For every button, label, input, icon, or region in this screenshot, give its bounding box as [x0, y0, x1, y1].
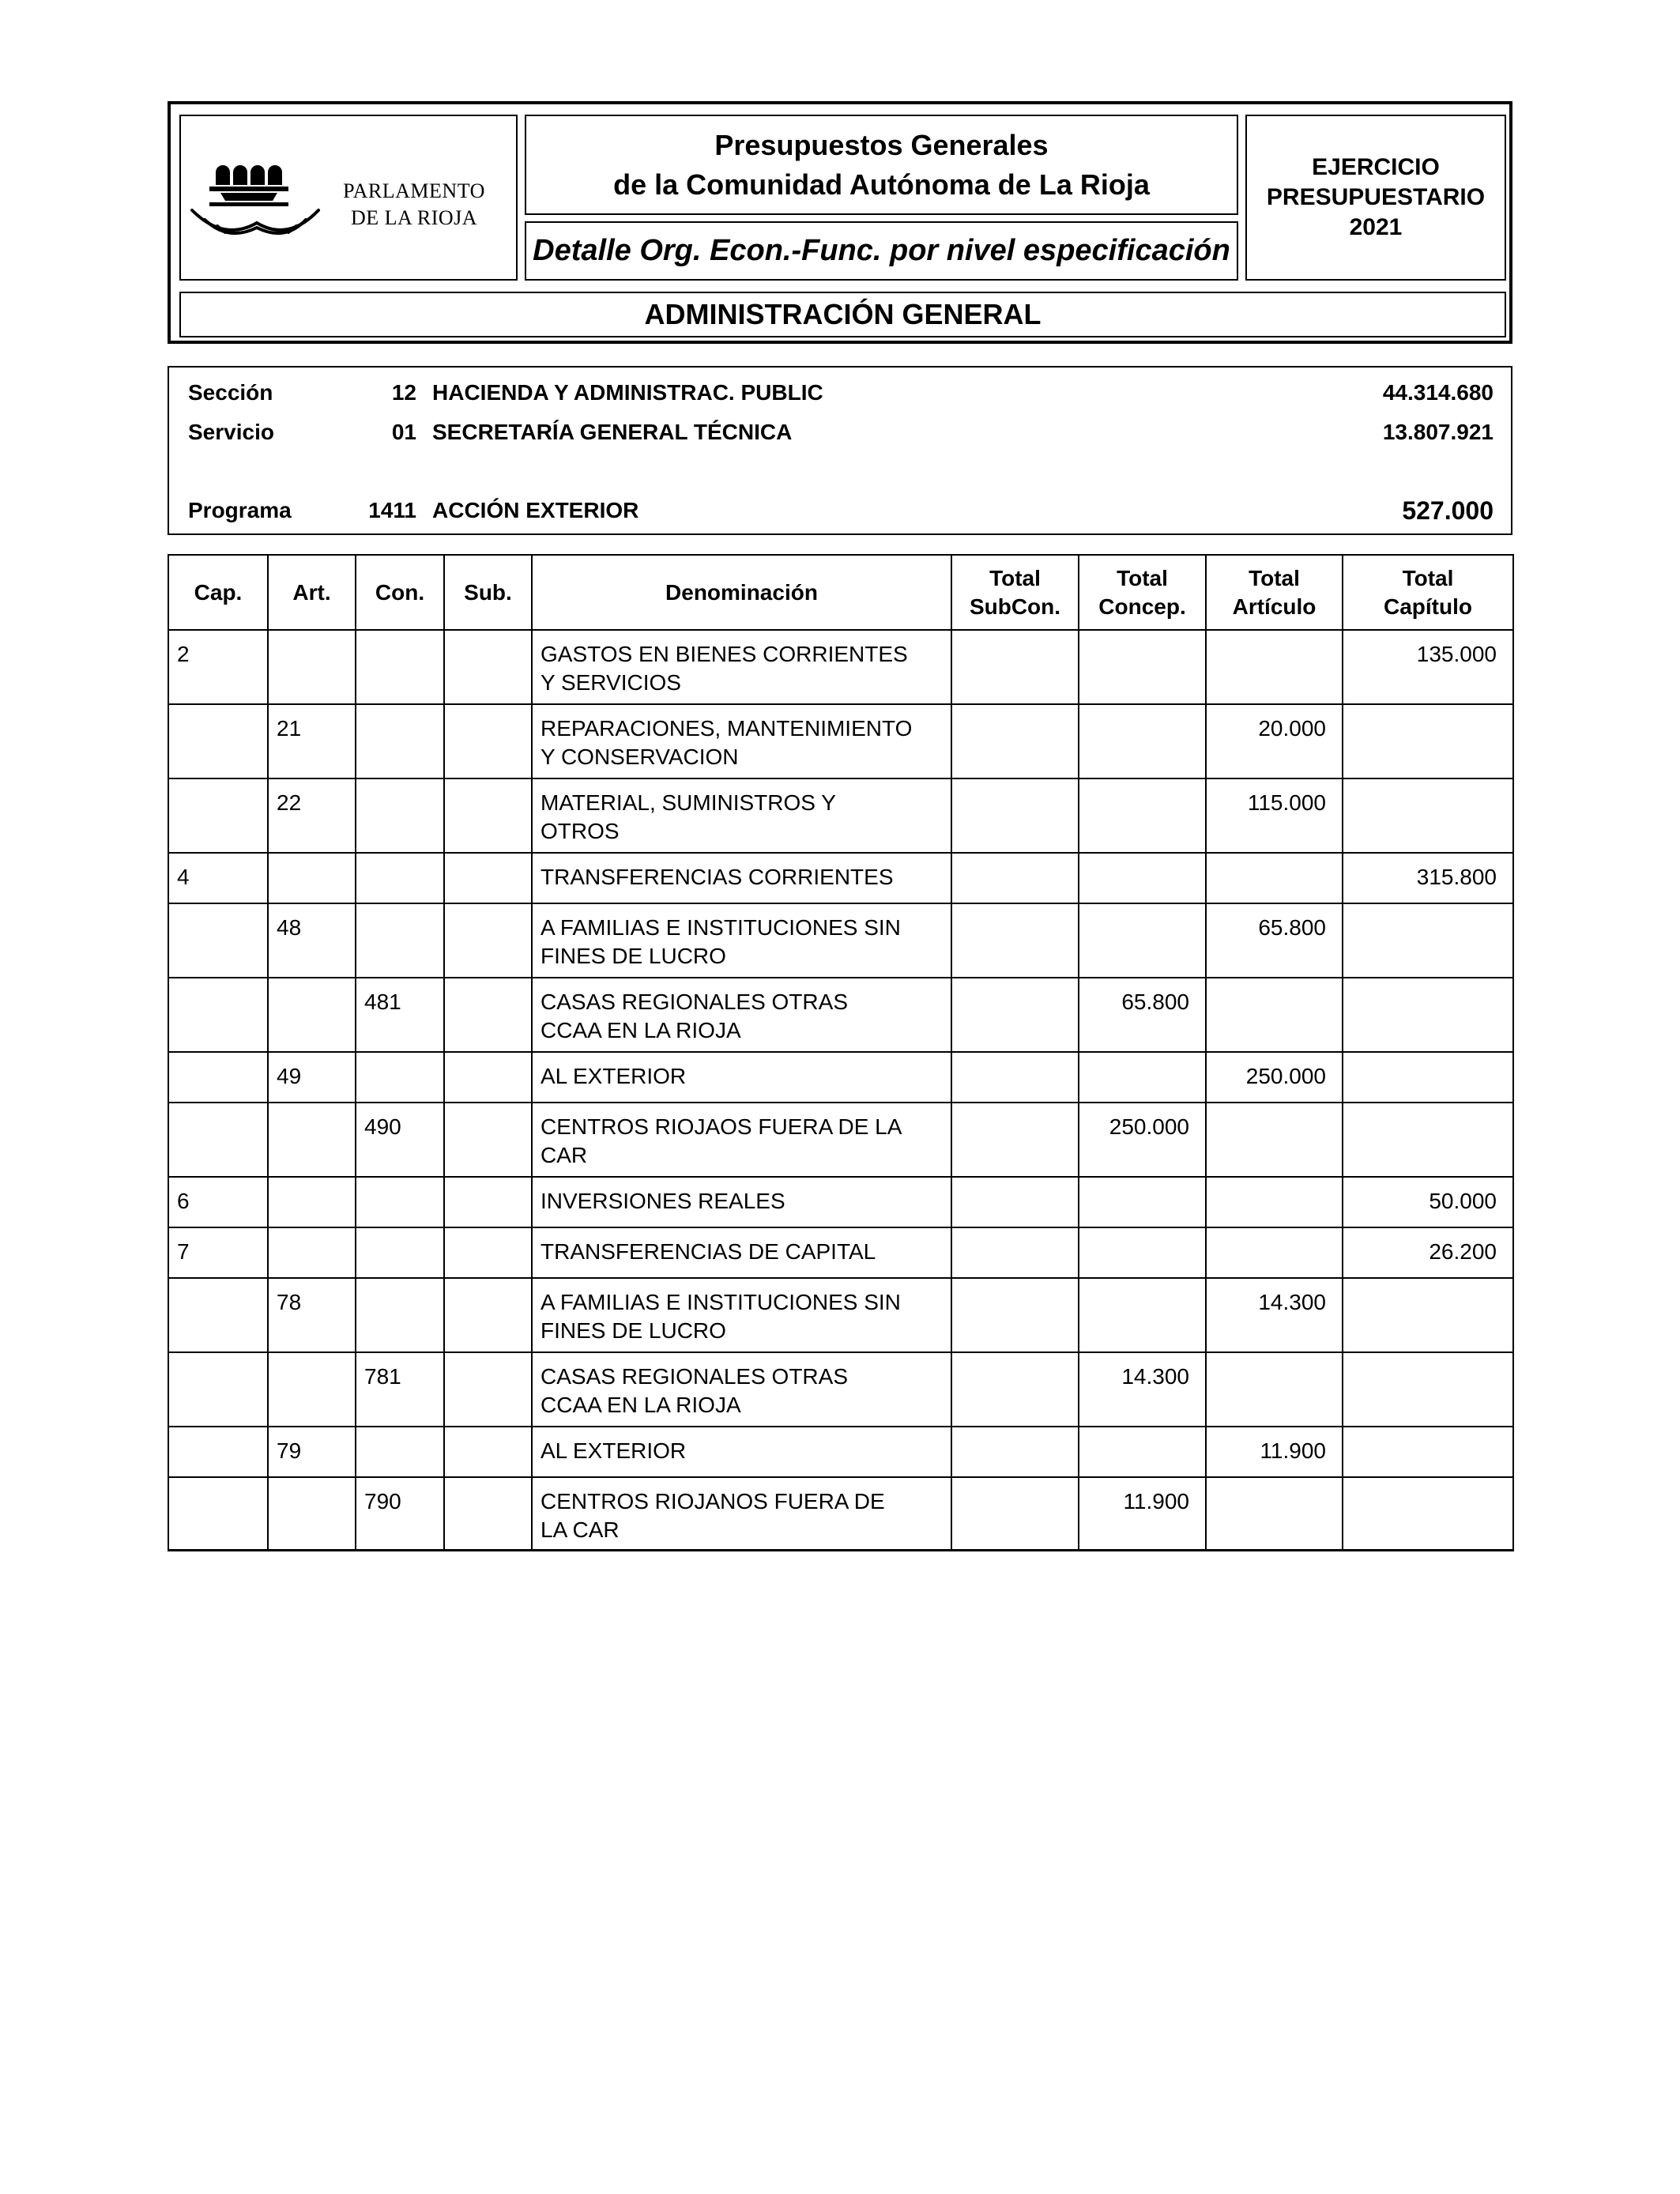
cell-capitulo: [1343, 903, 1513, 978]
cell-con: 481: [356, 978, 444, 1052]
denominacion-line: MATERIAL, SUMINISTROS Y: [541, 790, 836, 815]
cell-con: [356, 853, 444, 903]
denominacion-line: CENTROS RIOJANOS FUERA DE: [541, 1489, 885, 1514]
cell-capitulo: [1343, 1103, 1513, 1177]
table-row: [168, 704, 1513, 778]
programa-code: 1411: [368, 498, 416, 522]
cell-sub: [444, 978, 532, 1052]
cell-con: [356, 903, 444, 978]
cell-capitulo: 26.200: [1343, 1227, 1513, 1278]
header-total-subcon: [951, 555, 1079, 630]
cell-art: [268, 1352, 356, 1427]
cell-subcon: [951, 704, 1079, 778]
cell-concep: 14.300: [1079, 1352, 1206, 1427]
denominacion-line: A FAMILIAS E INSTITUCIONES SIN: [541, 1290, 901, 1314]
denominacion-line: OTROS: [541, 819, 620, 843]
denominacion-line: TRANSFERENCIAS CORRIENTES: [541, 865, 894, 889]
servicio-amount: 13.807.921: [1382, 420, 1494, 444]
cell-articulo: [1206, 1352, 1343, 1427]
denominacion-line: Y SERVICIOS: [541, 670, 681, 695]
cell-cap: [168, 978, 268, 1052]
table-body: [168, 630, 1513, 1551]
header-total-concep: [1079, 555, 1206, 630]
cell-articulo: 20.000: [1206, 704, 1343, 778]
cell-cap: [168, 1352, 268, 1427]
table-row: [168, 978, 1513, 1052]
header-art: Art.: [268, 555, 356, 630]
cell-denom: [532, 1227, 951, 1278]
header-cap: Cap.: [168, 555, 268, 630]
table-row: [168, 778, 1513, 853]
cell-subcon: [951, 853, 1079, 903]
cell-cap: [168, 1278, 268, 1352]
servicio-code: 01: [391, 420, 416, 444]
cell-concep: 65.800: [1079, 978, 1206, 1052]
cell-capitulo: [1343, 1352, 1513, 1427]
cell-articulo: [1206, 1227, 1343, 1278]
cell-subcon: [951, 630, 1079, 704]
fiscal-year-line-1: EJERCICIO: [1312, 154, 1440, 180]
header-total-subcon-line-2: SubCon.: [969, 594, 1061, 619]
cell-denom: [532, 778, 951, 853]
header-total-articulo: [1206, 555, 1343, 630]
cell-subcon: [951, 1227, 1079, 1278]
cell-concep: [1079, 903, 1206, 978]
cell-denom: [532, 903, 951, 978]
cell-subcon: [951, 1177, 1079, 1227]
cell-art: [268, 978, 356, 1052]
cell-concep: 11.900: [1079, 1477, 1206, 1551]
header-sub: Sub.: [444, 555, 532, 630]
cell-sub: [444, 1177, 532, 1227]
table-row: [168, 1427, 1513, 1477]
cell-cap: [168, 778, 268, 853]
fiscal-year-box: [1245, 115, 1506, 281]
cell-subcon: [951, 978, 1079, 1052]
cell-art: 21: [268, 704, 356, 778]
cell-articulo: [1206, 1103, 1343, 1177]
cell-capitulo: 50.000: [1343, 1177, 1513, 1227]
programa-row: [169, 498, 1511, 530]
cell-concep: [1079, 778, 1206, 853]
cell-denom: [532, 1278, 951, 1352]
table-row: [168, 1278, 1513, 1352]
denominacion-line: TRANSFERENCIAS DE CAPITAL: [541, 1239, 876, 1264]
header-total-capitulo-line-2: Capítulo: [1384, 594, 1472, 619]
denominacion-line: FINES DE LUCRO: [541, 1318, 726, 1343]
fiscal-year-line-2: PRESUPUESTARIO: [1266, 184, 1486, 210]
cell-con: [356, 630, 444, 704]
header-total-subcon-line-1: Total: [989, 565, 1041, 590]
programa-amount: 527.000: [1402, 496, 1494, 525]
header-total-capitulo: [1343, 555, 1513, 630]
cell-cap: 2: [168, 630, 268, 704]
cell-articulo: [1206, 853, 1343, 903]
logo-box: [179, 115, 518, 281]
cell-denom: [532, 1103, 951, 1177]
cell-subcon: [951, 1477, 1079, 1551]
cell-sub: [444, 1227, 532, 1278]
programa-label: Programa: [188, 498, 292, 522]
denominacion-line: REPARACIONES, MANTENIMIENTO: [541, 716, 913, 741]
denominacion-line: CCAA EN LA RIOJA: [541, 1018, 741, 1042]
cell-denom: [532, 1052, 951, 1103]
cell-concep: [1079, 630, 1206, 704]
cell-articulo: [1206, 1477, 1343, 1551]
cell-con: [356, 1227, 444, 1278]
denominacion-line: LA CAR: [541, 1517, 620, 1542]
denominacion-line: AL EXTERIOR: [541, 1064, 687, 1088]
table-row: [168, 1177, 1513, 1227]
cell-capitulo: 135.000: [1343, 630, 1513, 704]
cell-concep: [1079, 1052, 1206, 1103]
cell-sub: [444, 1052, 532, 1103]
cell-concep: [1079, 1278, 1206, 1352]
seccion-code: 12: [391, 380, 416, 405]
cell-subcon: [951, 1103, 1079, 1177]
cell-articulo: 11.900: [1206, 1427, 1343, 1477]
cell-denom: [532, 1427, 951, 1477]
cell-art: [268, 853, 356, 903]
document-title-line-2: de la Comunidad Autónoma de La Rioja: [613, 168, 1150, 201]
table-header-row: [168, 555, 1513, 630]
cell-denom: [532, 630, 951, 704]
cell-sub: [444, 853, 532, 903]
table-row: [168, 1352, 1513, 1427]
cell-sub: [444, 1427, 532, 1477]
cell-art: [268, 1477, 356, 1551]
cell-cap: 6: [168, 1177, 268, 1227]
cell-capitulo: [1343, 1477, 1513, 1551]
cell-denom: [532, 1177, 951, 1227]
programa-name: ACCIÓN EXTERIOR: [432, 498, 639, 522]
cell-capitulo: [1343, 704, 1513, 778]
cell-concep: 250.000: [1079, 1103, 1206, 1177]
denominacion-line: CENTROS RIOJAOS FUERA DE LA: [541, 1114, 902, 1139]
cell-con: [356, 1052, 444, 1103]
table-row: [168, 630, 1513, 704]
cell-denom: [532, 978, 951, 1052]
logo-text-line-1: PARLAMENTO: [343, 179, 485, 202]
document-subtitle: Detalle Org. Econ.-Func. por nivel especificación: [533, 234, 1230, 267]
section-title-box: [179, 292, 1506, 337]
cell-con: [356, 1427, 444, 1477]
cell-articulo: [1206, 978, 1343, 1052]
header-total-capitulo-line-1: Total: [1402, 565, 1454, 590]
cell-art: [268, 1177, 356, 1227]
table-row: [168, 1103, 1513, 1177]
cell-articulo: 250.000: [1206, 1052, 1343, 1103]
cell-articulo: [1206, 1177, 1343, 1227]
servicio-row: [169, 420, 1511, 451]
servicio-label: Servicio: [188, 420, 274, 444]
cell-art: [268, 1103, 356, 1177]
cell-art: [268, 1227, 356, 1278]
table-row: [168, 903, 1513, 978]
cell-con: [356, 778, 444, 853]
cell-sub: [444, 1352, 532, 1427]
cell-subcon: [951, 903, 1079, 978]
cell-denom: [532, 853, 951, 903]
header-total-articulo-line-1: Total: [1249, 565, 1300, 590]
denominacion-line: AL EXTERIOR: [541, 1438, 687, 1463]
cell-sub: [444, 1477, 532, 1551]
table-row: [168, 1227, 1513, 1278]
cell-subcon: [951, 1427, 1079, 1477]
cell-capitulo: [1343, 1427, 1513, 1477]
cell-cap: [168, 1477, 268, 1551]
cell-sub: [444, 1103, 532, 1177]
seccion-amount: 44.314.680: [1382, 380, 1494, 405]
table-row: [168, 1477, 1513, 1551]
cell-articulo: 115.000: [1206, 778, 1343, 853]
cell-sub: [444, 1278, 532, 1352]
cell-art: 79: [268, 1427, 356, 1477]
cell-subcon: [951, 1352, 1079, 1427]
cell-concep: [1079, 704, 1206, 778]
cell-articulo: [1206, 630, 1343, 704]
header-total-concep-line-1: Total: [1117, 565, 1168, 590]
cell-articulo: 14.300: [1206, 1278, 1343, 1352]
logo-text-line-2: DE LA RIOJA: [350, 206, 478, 229]
cell-cap: [168, 903, 268, 978]
cell-subcon: [951, 1278, 1079, 1352]
cell-cap: 7: [168, 1227, 268, 1278]
cell-con: 790: [356, 1477, 444, 1551]
cell-subcon: [951, 1052, 1079, 1103]
document-title-box: [525, 115, 1238, 215]
cell-concep: [1079, 1227, 1206, 1278]
cell-concep: [1079, 853, 1206, 903]
denominacion-line: CCAA EN LA RIOJA: [541, 1393, 741, 1417]
document-header: [168, 101, 1512, 344]
cell-cap: [168, 704, 268, 778]
header-total-articulo-line-2: Artículo: [1232, 594, 1317, 619]
budget-table: [168, 554, 1514, 1551]
document-subtitle-box: [525, 221, 1238, 281]
denominacion-line: CASAS REGIONALES OTRAS: [541, 1364, 848, 1389]
cell-con: 490: [356, 1103, 444, 1177]
denominacion-line: A FAMILIAS E INSTITUCIONES SIN: [541, 915, 901, 940]
denominacion-line: FINES DE LUCRO: [541, 944, 726, 968]
cell-art: 22: [268, 778, 356, 853]
section-title: ADMINISTRACIÓN GENERAL: [644, 298, 1042, 330]
organization-info: [168, 366, 1512, 535]
logo-text: [323, 178, 505, 232]
cell-subcon: [951, 778, 1079, 853]
cell-concep: [1079, 1427, 1206, 1477]
cell-art: 49: [268, 1052, 356, 1103]
cell-denom: [532, 704, 951, 778]
cell-concep: [1079, 1177, 1206, 1227]
parliament-logo-icon: [186, 144, 324, 243]
cell-cap: [168, 1103, 268, 1177]
cell-con: [356, 1177, 444, 1227]
cell-art: [268, 630, 356, 704]
cell-denom: [532, 1477, 951, 1551]
cell-con: [356, 1278, 444, 1352]
denominacion-line: CASAS REGIONALES OTRAS: [541, 990, 848, 1014]
cell-cap: [168, 1052, 268, 1103]
cell-capitulo: [1343, 1278, 1513, 1352]
seccion-name: HACIENDA Y ADMINISTRAC. PUBLIC: [432, 380, 823, 405]
cell-cap: [168, 1427, 268, 1477]
denominacion-line: INVERSIONES REALES: [541, 1189, 785, 1213]
cell-articulo: 65.800: [1206, 903, 1343, 978]
denominacion-line: Y CONSERVACION: [541, 745, 739, 769]
cell-sub: [444, 704, 532, 778]
servicio-name: SECRETARÍA GENERAL TÉCNICA: [432, 420, 793, 444]
cell-cap: 4: [168, 853, 268, 903]
seccion-row: [169, 380, 1511, 412]
document-title-line-1: Presupuestos Generales: [714, 128, 1049, 161]
cell-denom: [532, 1352, 951, 1427]
header-total-concep-line-2: Concep.: [1098, 594, 1186, 619]
denominacion-line: GASTOS EN BIENES CORRIENTES: [541, 642, 908, 666]
denominacion-line: CAR: [541, 1143, 588, 1167]
seccion-label: Sección: [188, 380, 273, 405]
cell-capitulo: [1343, 1052, 1513, 1103]
header-con: Con.: [356, 555, 444, 630]
cell-sub: [444, 778, 532, 853]
table-row: [168, 1052, 1513, 1103]
table-row: [168, 853, 1513, 903]
cell-con: 781: [356, 1352, 444, 1427]
cell-con: [356, 704, 444, 778]
cell-capitulo: [1343, 978, 1513, 1052]
cell-sub: [444, 630, 532, 704]
cell-capitulo: [1343, 778, 1513, 853]
cell-capitulo: 315.800: [1343, 853, 1513, 903]
header-denominacion: Denominación: [532, 555, 951, 630]
cell-art: 78: [268, 1278, 356, 1352]
cell-art: 48: [268, 903, 356, 978]
cell-sub: [444, 903, 532, 978]
fiscal-year-value: 2021: [1349, 214, 1403, 240]
